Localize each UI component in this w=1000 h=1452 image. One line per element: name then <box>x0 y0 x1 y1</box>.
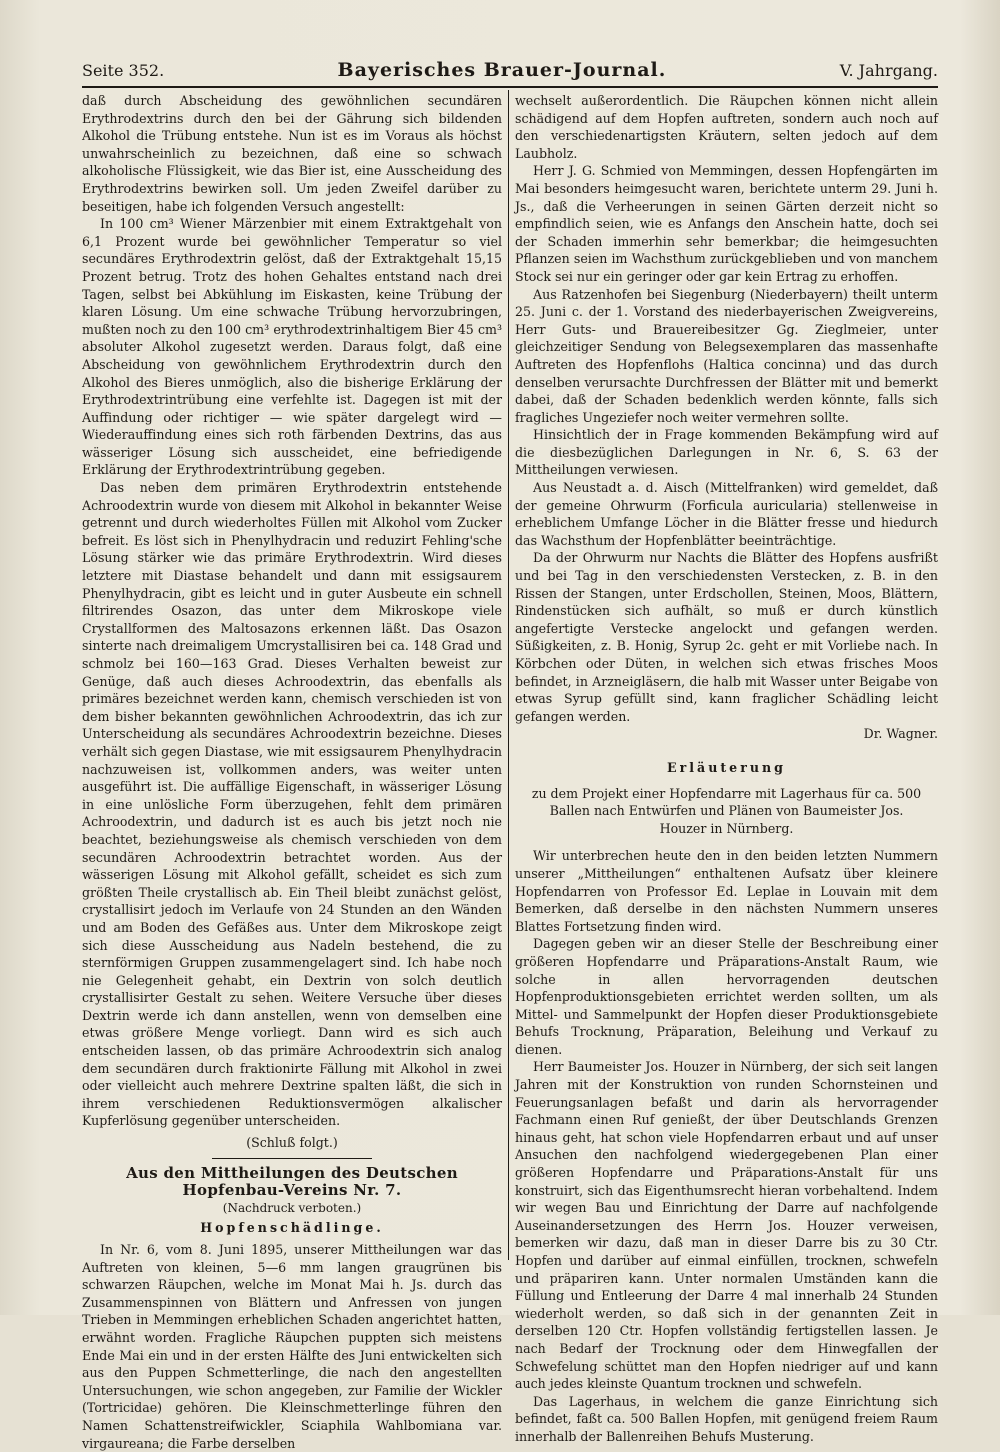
article-intro: zu dem Projekt einer Hopfendarre mit Lagerhaus für ca. 500 Ballen nach Entwürfen und Plänen von Baumeister Jos. Houzer in Nürnberg. <box>531 785 922 836</box>
reprint-note: (Nachdruck verboten.) <box>222 1200 362 1215</box>
paragraph: Das neben dem primären Erythrodextrin entstehende Achroodextrin wurde von diesem mit Alkohol in bekannter Weise getrennt und durch wiederholtes Füllen mit Alkohol vom Zucker befreit. Es löst sich in Phenylhydracin und reduzirt Fehling'sche Lösung stärker wie das primäre Erythrodextrin. Wird dieses letztere mit Diastase behandelt und dann mit essigsaurem Phenylhydracin, gibt es leicht und in guter Ausbeute ein schnell filtrirendes Osazon, das unter dem Mikroskope viele Crystallformen des Maltosazons erkennen läßt. Das Osazon sinterte nach dreimaligem Umcrystallisiren bei ca. 148 Grad und schmolz bei 160—163 Grad. Dieses Verhalten beweist zur Genüge, daß auch dieses Achroodextrin, das ebenfalls als primäres bezeichnet werden kann, chemisch verschieden ist von dem bisher bekannten gewöhnlichen Achroodextrin, das ich zur Unterscheidung als secundäres Achroodextrin bezeichne. Dieses verhält sich gegen Diastase, wie mit essigsaurem Phenylhydracin nachzuweisen ist, vollkommen anders, was weiter unten ausgeführt ist. Die auffällige Eigenschaft, in wässeriger Lösung in eine unlösliche Form überzugehen, fehlt dem primären Achroodextrin, und dadurch ist es auch bis jetzt noch nie beachtet, beziehungsweise als chemisch verschieden von dem secundären Achroodextrin betrachtet worden. Aus der wässerigen Lösung mit Alkohol gefällt, scheidet es sich zum größten Theile crystallisch ab. Ein Theil bleibt zunächst gelöst, crystallisirt jedoch im Verlaufe von 24 Stunden an den Wänden und am Boden des Gefäßes aus. Unter dem Mikroskope zeigt sich diese Ausscheidung aus Nadeln bestehend, die zu sternförmigen Gruppen zusammengelagert sind. Ich habe noch nie Gelegenheit gehabt, ein Dextrin von solch deutlich crystallisirter Gestalt zu sehen. Weitere Versuche über dieses Dextrin werde ich dann anstellen, wenn von demselben eine etwas größere Menge vorliegt. Dann wird es sich auch entscheiden lassen, ob das primäre Achroodextrin sich analog dem secundären durch fraktionirte Fällung mit Alkohol in zwei oder vielleicht auch mehrere Dextrine spalten läßt, die sich in ihrem verschiedenen Reduktionsvermögen alkalischer Kupferlösung gegenüber unterscheiden. <box>82 480 502 1129</box>
right-column <box>515 92 938 1446</box>
paragraph: wechselt außerordentlich. Die Räupchen können nicht allein schädigend auf dem Hopfen auftreten, sondern auch noch auf den verschiedenartigsten Kräutern, selten jedoch auf dem Laubholz. <box>515 93 938 161</box>
section-title: Aus den Mittheilungen des Deutschen Hopfenbau-Vereins Nr. 7. <box>126 1163 458 1200</box>
paragraph: daß durch Abscheidung des gewöhnlichen secundären Erythrodextrins durch den bei der Gährung sich bildenden Alkohol die Trübung entstehe. Nun ist es im Voraus als höchst unwahrscheinlich zu bezeichnen, daß eine so schwach alkoholische Flüssigkeit, wie das Bier ist, eine Ausscheidung des Erythrodextrins bewirken soll. Um jeden Zweifel darüber zu beseitigen, habe ich folgenden Versuch angestellt: <box>82 93 502 214</box>
column-divider <box>508 90 509 1260</box>
paragraph: Wir unterbrechen heute den in den beiden letzten Nummern unserer „Mittheilungen“ enthaltenen Aufsatz über kleinere Hopfendarren von Professor Ed. Leplae in Louvain mit dem Bemerken, daß derselbe in den nächsten Nummern unseres Blattes Fortsetzung finden wird. <box>515 848 938 934</box>
paragraph: Herr J. G. Schmied von Memmingen, dessen Hopfengärten im Mai besonders heimgesucht waren, berichtete unterm 29. Juni h. Js., daß die Verheerungen in seinen Gärten derzeit nicht so empfindlich seien, wie es Anfangs den Anschein hatte, doch sei der Schaden immerhin sehr bemerkbar; die heimgesuchten Pflanzen seien im Wachsthum zurückgeblieben und von manchem Stock sei nur ein geringer oder gar kein Ertrag zu erhoffen. <box>515 163 938 284</box>
paragraph: Da der Ohrwurm nur Nachts die Blätter des Hopfens ausfrißt und bei Tag in den verschiedensten Verstecken, z. B. in den Rissen der Stangen, unter Erdschollen, Steinen, Moos, Blättern, Rindenstücken sich aufhält, so muß er durch künstlich angefertigte Verstecke angelockt und gefangen werden. Süßigkeiten, z. B. Honig, Syrup 2c. geht er mit Vorliebe nach. In Körbchen oder Düten, in welchen sich etwas frisches Moos befindet, in Arzneigläsern, die halb mit Wasser unter Beigabe von etwas Syrup gefüllt sind, kann fraglicher Schädling leicht gefangen werden. <box>515 550 938 724</box>
author-signature: Dr. Wagner. <box>863 726 938 742</box>
section-divider <box>212 1158 372 1159</box>
journal-title: Bayerisches Brauer-Journal. <box>337 59 667 81</box>
paragraph: Das Lagerhaus, in welchem die ganze Einrichtung sich befindet, faßt ca. 500 Ballen Hopfen, mit genügend freiem Raum innerhalb der Ballenreihen Behufs Musterung. <box>515 1393 938 1444</box>
article-heading: Erläuterung <box>667 759 786 775</box>
paragraph: Hinsichtlich der in Frage kommenden Bekämpfung wird auf die diesbezüglichen Darlegungen in Nr. 6, S. 63 der Mittheilungen verwiesen. <box>515 427 938 478</box>
paragraph: Aus Neustadt a. d. Aisch (Mittelfranken) wird gemeldet, daß der gemeine Ohrwurm (Forficula auricularia) stellenweise in erheblichem Umfange Löcher in die Blätter fresse und hiedurch das Wachsthum der Hopfenblätter beeinträchtige. <box>515 480 938 548</box>
header-rule <box>82 86 938 88</box>
left-column <box>82 92 502 1452</box>
paragraph: Herr Baumeister Jos. Houzer in Nürnberg, der sich seit langen Jahren mit der Konstruktion von runden Schornsteinen und Feuerungsanlagen befaßt und darin als hervorragender Fachmann einen Ruf genießt, der über Deutschlands Grenzen hinaus geht, hat schon viele Hopfendarren erbaut und auf unser Ansuchen den nachfolgend wiedergegebenen Plan einer größeren Hopfendarre und Präparations-Anstalt für uns konstruirt, sich das Eigenthumsrecht hieran vorbehaltend. Indem wir wegen Bau und Einrichtung der Darre auf nachfolgende Auseinandersetzungen des Herrn Jos. Houzer verweisen, bemerken wir dazu, daß man in dieser Darre bis zu 30 Ctr. Hopfen und darüber auf einmal einfüllen, trocknen, schwefeln und präpariren kann. Unter normalen Umständen kann die Füllung und Entleerung der Darre 4 mal innerhalb 24 Stunden wiederholt werden, so daß sich in der genannten Zeit in derselben 120 Ctr. Hopfen vollständig fertigstellen lassen. Je nach Bedarf der Trocknung oder dem Hinwegfallen der Schwefelung schüttet man den Hopfen niedriger auf und kann auch jedes kleinste Quantum trocknen und schwefeln. <box>515 1059 938 1392</box>
page-header <box>82 55 938 85</box>
paragraph: Aus Ratzenhofen bei Siegenburg (Niederbayern) theilt unterm 25. Juni c. der 1. Vorstand des niederbayerischen Zweigvereins, Herr Guts- und Brauereibesitzer Gg. Zieglmeier, unter gleichzeitiger Sendung von Belegsexemplaren das massenhafte Auftreten des Hopfenflohs (Haltica concinna) und das durch denselben verursachte Durchfressen der Blätter mit und bemerkt dabei, daß der Schaden bedenklich werden könnte, falls sich fragliches Ungeziefer noch weiter vermehren sollte. <box>515 286 938 425</box>
volume-label: V. Jahrgang. <box>839 60 938 80</box>
continued-note: (Schluß folgt.) <box>246 1135 338 1151</box>
article-heading: Hopfenschädlinge. <box>200 1220 384 1236</box>
paragraph: Dagegen geben wir an dieser Stelle der Beschreibung einer größeren Hopfendarre und Präparations-Anstalt Raum, wie solche in allen hervorragenden deutschen Hopfenproduktionsgebieten errichtet werden sollten, um als Mittel- und Sammelpunkt der Hopfen dieser Produktionsgebiete Behufs Trocknung, Präparation, Beleihung und Verkauf zu dienen. <box>515 936 938 1057</box>
paragraph: In Nr. 6, vom 8. Juni 1895, unserer Mittheilungen war das Auftreten von kleinen, 5—6 mm langen graugrünen bis schwarzen Räupchen, welche im Monat Mai h. Js. durch das Zusammenspinnen von Blättern und Anfressen von jungen Trieben in Memmingen erheblichen Schaden angerichtet hatten, erwähnt worden. Fragliche Räupchen puppten sich meistens Ende Mai ein und in der ersten Hälfte des Juni entwickelten sich aus den Puppen Schmetterlinge, die nach den angestellten Untersuchungen, wie schon angegeben, zur Familie der Wickler (Tortricidae) gehören. Die Kleinschmetterlinge führen den Namen Schattenstreifwickler, Sciaphila Wahlbomiana var. virgaureana; die Farbe derselben <box>82 1242 502 1451</box>
paragraph: In 100 cm³ Wiener Märzenbier mit einem Extraktgehalt von 6,1 Prozent wurde bei gewöhnlicher Temperatur so viel secundäres Erythrodextrin gelöst, daß der Extraktgehalt 15,15 Prozent betrug. Trotz des hohen Gehaltes entstand nach drei Tagen, selbst bei Abkühlung im Eiskasten, keine Trübung der klaren Lösung. Um eine schwache Trübung hervorzubringen, mußten noch zu den 100 cm³ erythrodextrinhaltigem Bier 45 cm³ absoluter Alkohol zugesetzt werden. Daraus folgt, daß eine Abscheidung von gewöhnlichem Erythrodextrin durch den Alkohol des Bieres unmöglich, also die bisherige Erklärung der Erythrodextrintrübung eine verfehlte ist. Dagegen ist mit der Auffindung oder richtiger — wie später dargelegt wird — Wiederauffindung eines sich roth färbenden Dextrins, das aus wässeriger Lösung sich ausscheidet, eine befriedigende Erklärung der Erythrodextrintrübung gegeben. <box>82 216 502 478</box>
page-number: Seite 352. <box>82 60 165 80</box>
